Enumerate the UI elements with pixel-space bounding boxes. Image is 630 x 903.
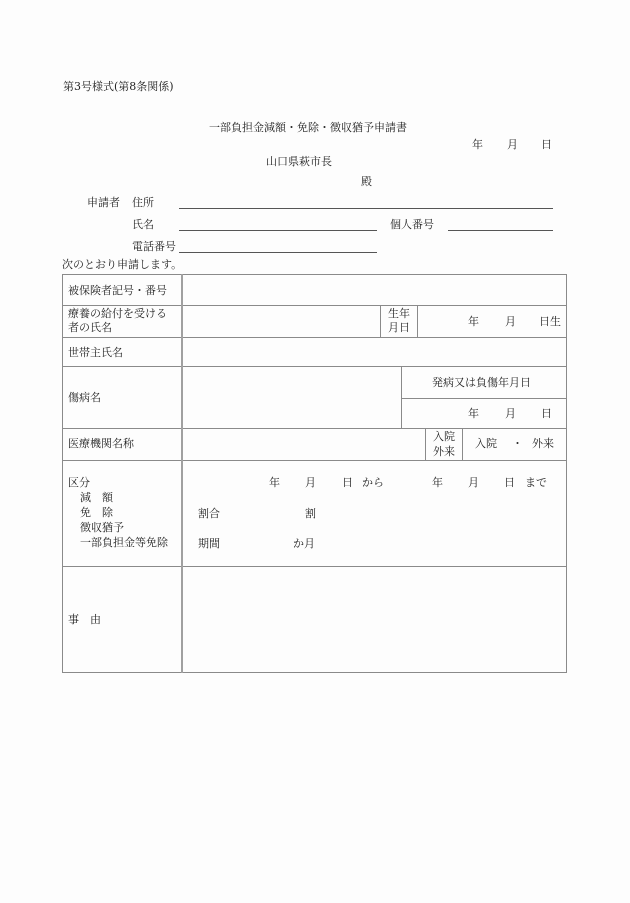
phone-field[interactable] xyxy=(179,252,377,253)
onset-label: 発病又は負傷年月日 xyxy=(432,376,531,389)
reason-label: 事 由 xyxy=(68,613,101,626)
addressee-honorific: 殿 xyxy=(361,175,372,188)
col-divider xyxy=(462,428,463,460)
category-option-exemption[interactable]: 免 除 xyxy=(80,506,113,519)
household-head-field[interactable] xyxy=(183,338,566,365)
to-month: 月 xyxy=(468,476,479,489)
intro-text: 次のとおり申請します。 xyxy=(62,258,183,271)
col-divider xyxy=(380,305,381,337)
birth-month: 月 xyxy=(505,315,516,328)
individual-number-label: 個人番号 xyxy=(390,218,434,231)
inout-label-2: 外来 xyxy=(433,445,455,458)
ratio-field[interactable] xyxy=(225,504,303,520)
row-divider xyxy=(62,460,567,461)
form-title: 一部負担金減額・免除・徴収猶予申請書 xyxy=(209,121,407,134)
address-field[interactable] xyxy=(179,208,553,209)
household-head-label: 世帯主氏名 xyxy=(68,346,123,359)
category-option-reduction[interactable]: 減 額 xyxy=(80,491,113,504)
inout-label-1: 入院 xyxy=(433,430,455,443)
period-field[interactable] xyxy=(225,534,291,550)
from-month: 月 xyxy=(305,476,316,489)
onset-year: 年 xyxy=(468,407,479,420)
category-label: 区分 xyxy=(68,476,90,489)
insured-number-field[interactable] xyxy=(183,275,566,304)
col-divider xyxy=(425,428,426,460)
addressee-mayor: 山口県萩市長 xyxy=(266,155,332,168)
hospital-field[interactable] xyxy=(183,429,424,459)
form-number: 第3号様式(第8条関係) xyxy=(63,80,174,93)
category-option-deferral[interactable]: 徴収猶予 xyxy=(80,521,124,534)
from-suffix: から xyxy=(362,476,384,489)
address-label: 住所 xyxy=(132,196,154,209)
reason-field[interactable] xyxy=(183,567,566,672)
to-year: 年 xyxy=(432,476,443,489)
ratio-unit: 割 xyxy=(305,507,316,520)
onset-month: 月 xyxy=(505,407,516,420)
category-option-partial-exemption[interactable]: 一部負担金等免除 xyxy=(80,536,168,549)
patient-name-label-2: 者の氏名 xyxy=(68,321,112,334)
patient-name-field[interactable] xyxy=(183,306,379,336)
name-field[interactable] xyxy=(179,230,377,231)
to-day: 日 xyxy=(504,476,515,489)
period-unit: か月 xyxy=(293,537,315,550)
hospital-label: 医療機関名称 xyxy=(68,437,134,450)
ratio-label: 割合 xyxy=(198,507,220,520)
phone-label: 電話番号 xyxy=(132,240,176,253)
birth-label-2: 月日 xyxy=(388,321,410,334)
inout-separator: ・ xyxy=(512,437,523,450)
insured-number-label: 被保険者記号・番号 xyxy=(68,284,167,297)
inpatient-option[interactable]: 入院 xyxy=(475,437,497,450)
name-label: 氏名 xyxy=(132,218,154,231)
from-year: 年 xyxy=(269,476,280,489)
from-day: 日 xyxy=(342,476,353,489)
applicant-label: 申請者 xyxy=(87,196,120,209)
date-year: 年 xyxy=(472,138,483,151)
disease-field[interactable] xyxy=(183,367,400,427)
date-day: 日 xyxy=(541,138,552,151)
onset-day: 日 xyxy=(541,407,552,420)
individual-number-field[interactable] xyxy=(448,230,553,231)
birth-year: 年 xyxy=(468,315,479,328)
date-month: 月 xyxy=(507,138,518,151)
patient-name-label-1: 療養の給付を受ける xyxy=(68,307,167,320)
period-label: 期間 xyxy=(198,537,220,550)
to-suffix: まで xyxy=(525,476,547,489)
outpatient-option[interactable]: 外来 xyxy=(532,437,554,450)
birth-label-1: 生年 xyxy=(388,307,410,320)
birth-day: 日生 xyxy=(539,315,561,328)
disease-label: 傷病名 xyxy=(68,391,101,404)
